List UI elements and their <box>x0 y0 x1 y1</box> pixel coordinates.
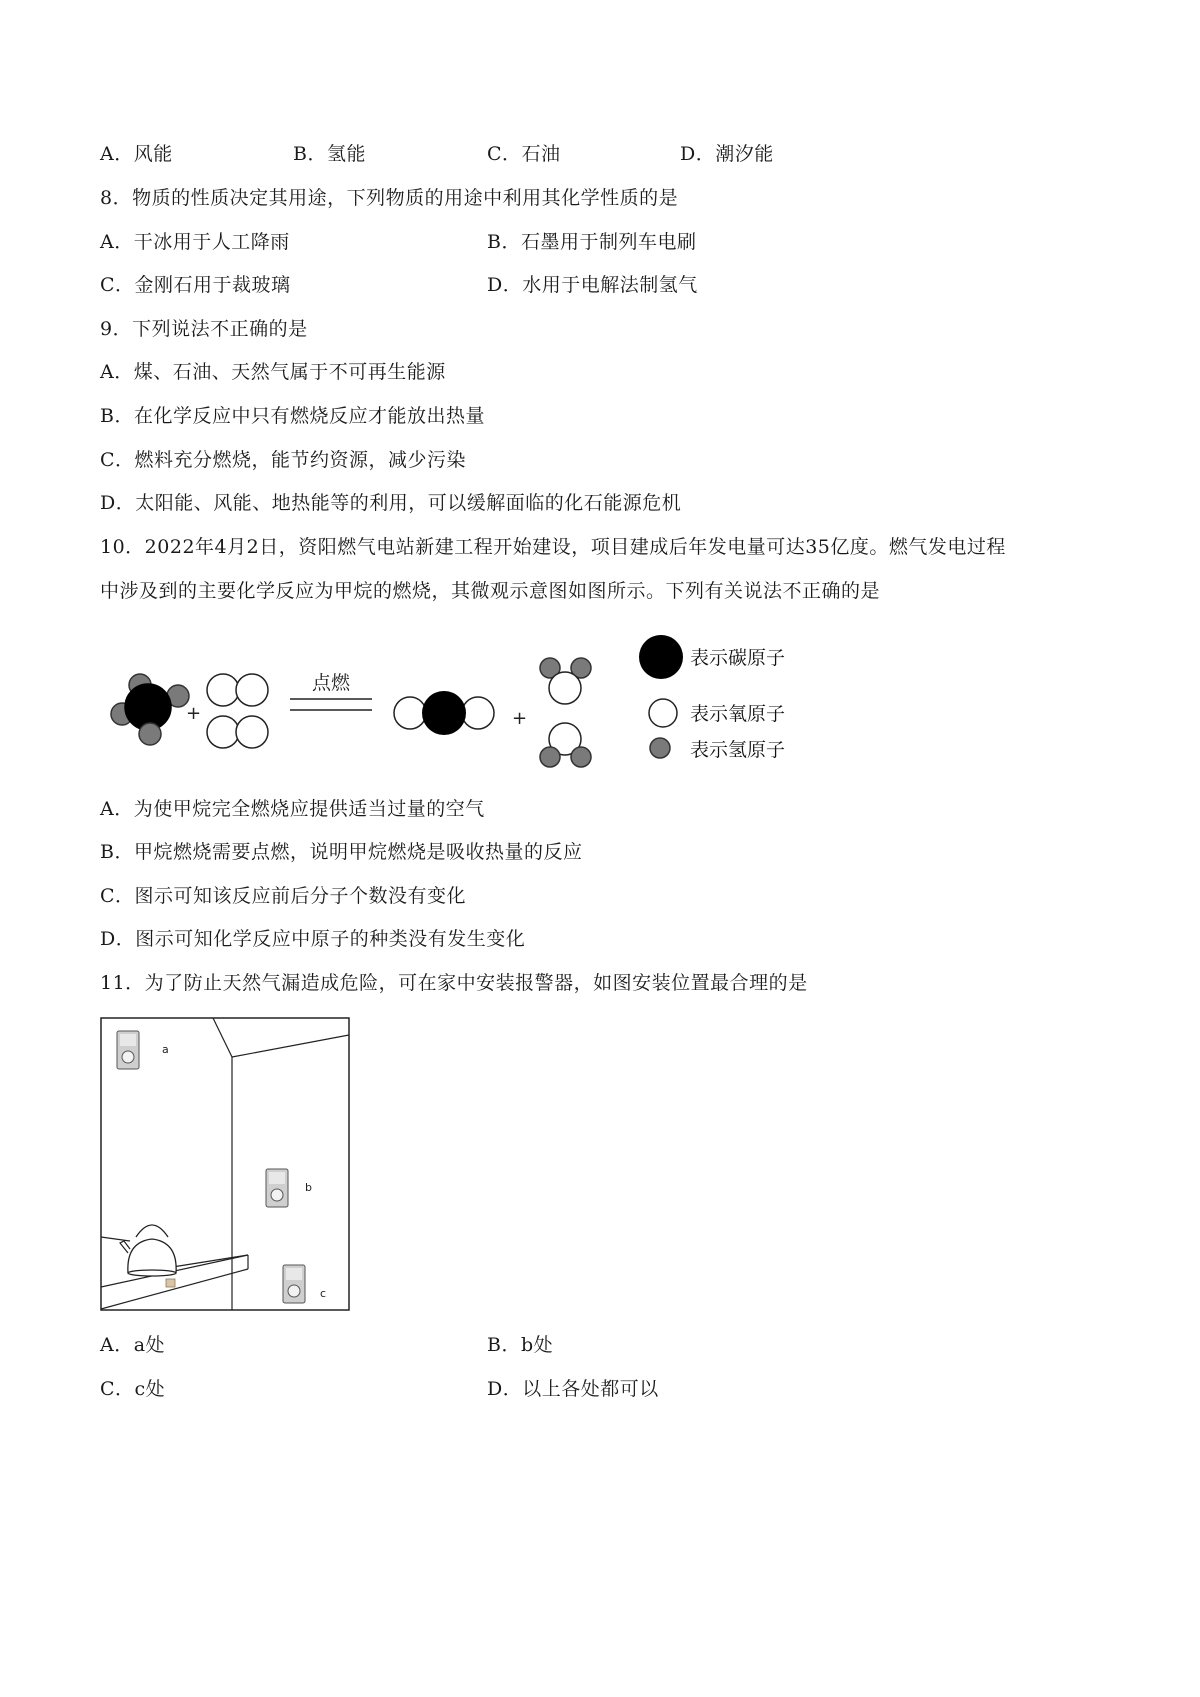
q9-option-c: C．燃料充分燃烧，能节约资源，减少污染 <box>100 449 467 471</box>
figure-label-b: b <box>305 1181 312 1194</box>
legend-hydrogen-symbol <box>650 738 670 758</box>
q11-option-c: C．c处 <box>100 1378 166 1400</box>
legend-oxygen-symbol <box>649 699 677 727</box>
alarm-device-a <box>117 1031 139 1069</box>
methane-combustion-diagram <box>100 630 820 780</box>
q11-option-d: D．以上各处都可以 <box>487 1378 659 1400</box>
q7-option-b: B．氢能 <box>293 143 366 165</box>
carbon-dioxide-molecule <box>394 691 494 735</box>
legend-carbon-label: 表示碳原子 <box>690 647 786 669</box>
figure-label-c: c <box>320 1287 327 1300</box>
legend-carbon-symbol <box>639 635 683 679</box>
q10-stem-line1: 10．2022年4月2日，资阳燃气电站新建工程开始建设，项目建成后年发电量可达35亿度。燃气发电过程 <box>100 536 1006 558</box>
q7-option-d: D．潮汐能 <box>680 143 774 165</box>
methane-molecule <box>111 674 189 745</box>
plus-sign-2: + <box>512 708 528 729</box>
q8-option-d: D．水用于电解法制氢气 <box>487 274 698 296</box>
q8-option-c: C．金刚石用于裁玻璃 <box>100 274 291 296</box>
q10-option-b: B．甲烷燃烧需要点燃，说明甲烷燃烧是吸收热量的反应 <box>100 841 583 863</box>
alarm-device-c <box>283 1265 305 1303</box>
q9-option-b: B．在化学反应中只有燃烧反应才能放出热量 <box>100 405 485 427</box>
diagram-legend <box>639 635 785 761</box>
q10-stem-line2: 中涉及到的主要化学反应为甲烷的燃烧，其微观示意图如图所示。下列有关说法不正确的是 <box>100 580 881 602</box>
legend-hydrogen-label: 表示氢原子 <box>690 739 786 761</box>
water-molecules <box>540 658 591 767</box>
q11-stem: 11．为了防止天然气漏造成危险，可在家中安装报警器，如图安装位置最合理的是 <box>100 972 808 994</box>
alarm-device-b <box>266 1169 288 1207</box>
q8-stem: 8．物质的性质决定其用途，下列物质的用途中利用其化学性质的是 <box>100 187 679 209</box>
q7-option-c: C．石油 <box>487 143 561 165</box>
plus-sign-1: + <box>186 703 202 724</box>
q9-option-a: A．煤、石油、天然气属于不可再生能源 <box>100 361 446 383</box>
kitchen-alarm-figure <box>100 1017 352 1313</box>
q7-option-a: A．风能 <box>100 143 173 165</box>
q10-option-d: D．图示可知化学反应中原子的种类没有发生变化 <box>100 928 526 950</box>
q8-option-a: A．干冰用于人工降雨 <box>100 231 290 253</box>
q11-option-a: A．a处 <box>100 1334 166 1356</box>
reaction-condition: 点燃 <box>312 672 351 694</box>
oxygen-molecules <box>207 674 268 748</box>
q11-option-b: B．b处 <box>487 1334 554 1356</box>
q9-stem: 9．下列说法不正确的是 <box>100 318 308 340</box>
legend-oxygen-label: 表示氧原子 <box>690 703 786 725</box>
figure-label-a: a <box>162 1043 169 1056</box>
q10-option-c: C．图示可知该反应前后分子个数没有变化 <box>100 885 467 907</box>
q9-option-d: D．太阳能、风能、地热能等的利用，可以缓解面临的化石能源危机 <box>100 492 682 514</box>
q8-option-b: B．石墨用于制列车电刷 <box>487 231 697 253</box>
q10-option-a: A．为使甲烷完全燃烧应提供适当过量的空气 <box>100 798 485 820</box>
